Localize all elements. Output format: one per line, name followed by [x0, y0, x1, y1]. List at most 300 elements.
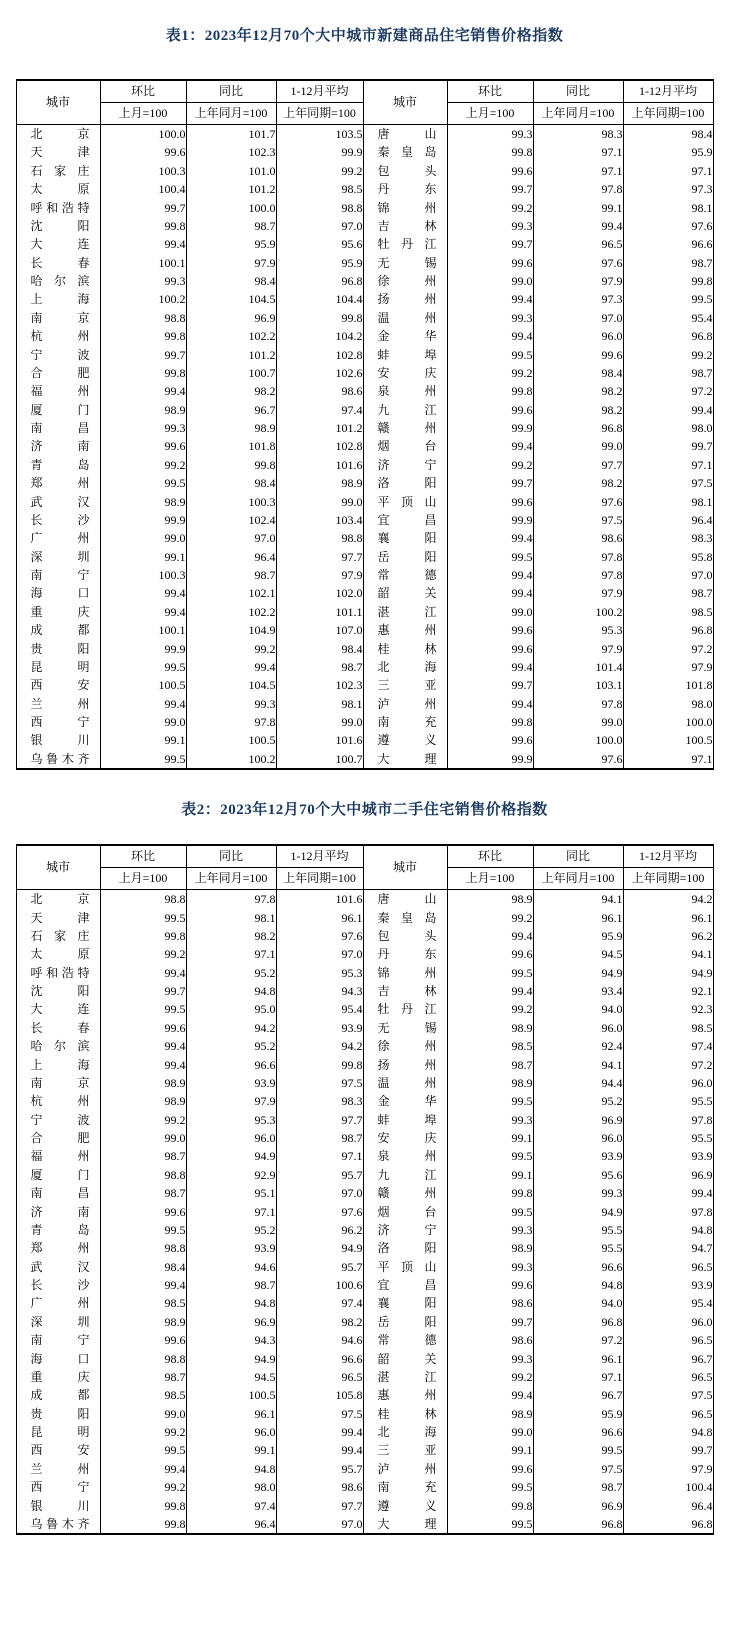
index-value-cell: 95.5 [533, 1221, 623, 1239]
table-row [16, 180, 713, 198]
city-cell [16, 1019, 100, 1037]
index-value-cell: 99.9 [276, 143, 363, 161]
city-name: 扬州 [377, 1057, 437, 1072]
city-cell [363, 529, 447, 547]
index-value-cell: 96.6 [533, 1423, 623, 1441]
index-value-cell: 94.1 [623, 945, 713, 963]
index-value-cell: 98.7 [623, 364, 713, 382]
table-row [16, 1331, 713, 1349]
index-value-cell: 94.8 [186, 1294, 276, 1312]
table-row [16, 1497, 713, 1515]
table-row [16, 1092, 713, 1110]
city-cell [363, 1239, 447, 1257]
index-value-cell: 98.0 [623, 695, 713, 713]
index-value-cell: 99.9 [100, 640, 186, 658]
index-value-cell: 99.8 [100, 1497, 186, 1515]
col-subheader-mom-base: 上月=100 [100, 868, 186, 890]
city-name: 湛江 [377, 604, 437, 619]
index-value-cell: 100.7 [186, 364, 276, 382]
city-name: 襄阳 [377, 531, 437, 546]
index-value-cell: 98.6 [276, 382, 363, 400]
index-value-cell: 99.8 [100, 1515, 186, 1534]
city-cell [16, 143, 100, 161]
city-cell [16, 456, 100, 474]
col-subheader-mom-base: 上月=100 [100, 103, 186, 125]
index-value-cell: 97.7 [533, 456, 623, 474]
city-name: 南充 [377, 1480, 437, 1495]
city-name: 天津 [30, 910, 90, 925]
city-name: 赣州 [377, 1186, 437, 1201]
city-name: 南宁 [30, 568, 90, 582]
table-row [16, 1147, 713, 1165]
index-value-cell: 98.9 [447, 1019, 533, 1037]
city-cell [16, 603, 100, 621]
col-subheader-avg-base: 上年同期=100 [276, 868, 363, 890]
city-name: 西宁 [30, 715, 90, 729]
index-value-cell: 92.1 [623, 982, 713, 1000]
index-value-cell: 97.6 [533, 254, 623, 272]
index-value-cell: 99.8 [447, 1184, 533, 1202]
index-value-cell: 100.0 [100, 125, 186, 144]
index-value-cell: 99.0 [100, 1405, 186, 1423]
index-value-cell: 93.4 [533, 982, 623, 1000]
index-value-cell: 99.2 [447, 909, 533, 927]
col-header-avg: 1-12月平均 [623, 80, 713, 103]
index-value-cell: 100.3 [100, 566, 186, 584]
city-name: 三亚 [377, 678, 437, 693]
city-cell [363, 309, 447, 327]
index-value-cell: 94.6 [186, 1258, 276, 1276]
city-name: 包头 [377, 928, 437, 943]
city-name: 秦皇岛 [377, 910, 437, 925]
index-value-cell: 98.8 [100, 890, 186, 909]
index-value-cell: 98.3 [623, 529, 713, 547]
index-value-cell: 98.9 [100, 1092, 186, 1110]
index-value-cell: 95.2 [186, 1221, 276, 1239]
index-value-cell: 94.2 [623, 890, 713, 909]
index-value-cell: 99.6 [100, 143, 186, 161]
city-cell [363, 401, 447, 419]
city-cell [16, 309, 100, 327]
city-cell [363, 676, 447, 694]
city-name: 常德 [377, 568, 437, 582]
index-value-cell: 105.8 [276, 1386, 363, 1404]
index-value-cell: 99.4 [447, 566, 533, 584]
city-cell [363, 1074, 447, 1092]
index-value-cell: 97.6 [533, 750, 623, 769]
city-name: 蚌埠 [377, 1112, 437, 1127]
index-value-cell: 99.2 [186, 640, 276, 658]
city-cell [16, 1313, 100, 1331]
index-value-cell: 97.8 [623, 1111, 713, 1129]
col-header-avg: 1-12月平均 [276, 845, 363, 868]
city-name: 广州 [30, 531, 90, 546]
index-value-cell: 99.4 [100, 584, 186, 602]
city-cell [16, 909, 100, 927]
index-value-cell: 99.5 [100, 474, 186, 492]
index-value-cell: 99.5 [100, 1441, 186, 1459]
index-value-cell: 95.9 [623, 143, 713, 161]
index-value-cell: 96.8 [533, 1515, 623, 1534]
index-value-cell: 95.4 [623, 1294, 713, 1312]
city-name: 安庆 [377, 365, 437, 380]
city-cell [16, 890, 100, 909]
index-value-cell: 97.5 [623, 1386, 713, 1404]
table-row [16, 254, 713, 272]
index-value-cell: 97.6 [276, 1203, 363, 1221]
index-value-cell: 101.4 [533, 658, 623, 676]
index-value-cell: 94.2 [276, 1037, 363, 1055]
index-value-cell: 94.3 [186, 1331, 276, 1349]
city-name: 蚌埠 [377, 347, 437, 362]
index-value-cell: 96.6 [623, 235, 713, 253]
index-value-cell: 99.4 [100, 1460, 186, 1478]
index-value-cell: 99.9 [447, 750, 533, 769]
city-name: 北京 [30, 892, 90, 907]
city-name: 岳阳 [377, 549, 437, 564]
city-name: 吉林 [377, 984, 437, 998]
index-value-cell: 104.5 [186, 290, 276, 308]
city-cell [363, 1313, 447, 1331]
index-value-cell: 99.2 [623, 346, 713, 364]
col-subheader-avg-base: 上年同期=100 [623, 868, 713, 890]
index-value-cell: 94.7 [623, 1239, 713, 1257]
index-value-cell: 96.5 [623, 1258, 713, 1276]
city-name: 徐州 [377, 1039, 437, 1054]
index-value-cell: 95.7 [276, 1166, 363, 1184]
index-value-cell: 96.7 [623, 1350, 713, 1368]
col-header-avg: 1-12月平均 [623, 845, 713, 868]
city-cell [16, 1294, 100, 1312]
city-name: 宜昌 [377, 1278, 437, 1292]
index-value-cell: 98.9 [186, 419, 276, 437]
index-value-cell: 100.0 [533, 731, 623, 749]
index-value-cell: 98.7 [623, 254, 713, 272]
index-value-cell: 95.6 [533, 1166, 623, 1184]
table-row [16, 695, 713, 713]
city-cell [16, 474, 100, 492]
table-row [16, 1056, 713, 1074]
table-row [16, 511, 713, 529]
index-value-cell: 102.2 [186, 327, 276, 345]
city-name: 丹东 [377, 182, 437, 197]
index-value-cell: 97.3 [533, 290, 623, 308]
city-name: 宁波 [30, 347, 90, 362]
index-value-cell: 99.9 [447, 511, 533, 529]
city-name: 韶关 [377, 1351, 437, 1366]
city-name: 锦州 [377, 965, 437, 980]
index-value-cell: 96.5 [276, 1368, 363, 1386]
city-cell [16, 437, 100, 455]
city-name: 昆明 [30, 1425, 90, 1439]
city-name: 武汉 [30, 1259, 90, 1274]
index-value-cell: 94.2 [186, 1019, 276, 1037]
table-row [16, 713, 713, 731]
index-value-cell: 104.5 [186, 676, 276, 694]
index-value-cell: 99.6 [447, 1460, 533, 1478]
index-value-cell: 98.2 [186, 927, 276, 945]
index-value-cell: 99.8 [447, 382, 533, 400]
city-cell [16, 272, 100, 290]
city-cell [16, 180, 100, 198]
index-value-cell: 94.9 [276, 1239, 363, 1257]
index-value-cell: 99.7 [100, 199, 186, 217]
index-value-cell: 99.5 [447, 346, 533, 364]
index-value-cell: 97.8 [623, 1203, 713, 1221]
index-value-cell: 99.4 [533, 217, 623, 235]
index-value-cell: 99.8 [100, 327, 186, 345]
table-row [16, 1313, 713, 1331]
table-row [16, 1037, 713, 1055]
index-value-cell: 97.1 [533, 143, 623, 161]
city-cell [363, 621, 447, 639]
city-name: 杭州 [30, 1094, 90, 1109]
index-value-cell: 96.8 [623, 327, 713, 345]
index-value-cell: 95.7 [276, 1460, 363, 1478]
index-value-cell: 99.2 [447, 1368, 533, 1386]
index-value-cell: 94.0 [533, 1000, 623, 1018]
city-cell [16, 1515, 100, 1534]
city-cell [16, 1423, 100, 1441]
col-header-mom: 环比 [447, 845, 533, 868]
index-value-cell: 100.1 [100, 621, 186, 639]
index-value-cell: 99.6 [100, 1019, 186, 1037]
city-name: 南京 [30, 1075, 90, 1090]
index-value-cell: 98.4 [100, 1258, 186, 1276]
city-cell [363, 658, 447, 676]
city-name: 成都 [30, 623, 90, 638]
index-value-cell: 104.4 [276, 290, 363, 308]
index-value-cell: 101.2 [276, 419, 363, 437]
index-value-cell: 99.5 [447, 1478, 533, 1496]
city-name: 西安 [30, 1443, 90, 1458]
city-cell [363, 713, 447, 731]
index-value-cell: 98.5 [100, 1294, 186, 1312]
col-subheader-yoy-base: 上年同月=100 [533, 868, 623, 890]
index-value-cell: 94.5 [186, 1368, 276, 1386]
index-value-cell: 99.4 [447, 584, 533, 602]
table-row [16, 217, 713, 235]
city-name: 安庆 [377, 1131, 437, 1145]
table-row [16, 1294, 713, 1312]
city-cell [16, 1166, 100, 1184]
city-name: 牡丹江 [377, 1002, 437, 1017]
city-cell [16, 695, 100, 713]
city-cell [16, 1147, 100, 1165]
index-value-cell: 99.1 [186, 1441, 276, 1459]
table-row [16, 437, 713, 455]
table-row [16, 125, 713, 144]
table-row [16, 750, 713, 769]
city-name: 长沙 [30, 512, 90, 527]
col-subheader-avg-base: 上年同期=100 [276, 103, 363, 125]
table-row [16, 621, 713, 639]
index-value-cell: 98.9 [100, 1313, 186, 1331]
city-name: 兰州 [30, 1461, 90, 1476]
table-header [16, 80, 713, 125]
index-value-cell: 99.5 [447, 1515, 533, 1534]
index-value-cell: 98.2 [533, 382, 623, 400]
city-cell [363, 1184, 447, 1202]
index-value-cell: 104.2 [276, 327, 363, 345]
index-value-cell: 99.4 [100, 603, 186, 621]
table-row [16, 1000, 713, 1018]
city-name: 泸州 [377, 1461, 437, 1476]
city-cell [16, 1221, 100, 1239]
city-name: 济南 [30, 1204, 90, 1219]
index-value-cell: 102.3 [276, 676, 363, 694]
index-value-cell: 100.3 [100, 162, 186, 180]
index-value-cell: 98.6 [447, 1294, 533, 1312]
city-cell [363, 364, 447, 382]
index-value-cell: 98.4 [623, 125, 713, 144]
city-name: 长沙 [30, 1278, 90, 1292]
table-row [16, 143, 713, 161]
table-row [16, 382, 713, 400]
index-value-cell: 99.0 [447, 1423, 533, 1441]
index-value-cell: 98.8 [276, 529, 363, 547]
index-value-cell: 97.1 [623, 456, 713, 474]
city-cell [16, 1111, 100, 1129]
index-value-cell: 99.4 [447, 327, 533, 345]
index-value-cell: 97.9 [533, 272, 623, 290]
city-cell [16, 1239, 100, 1257]
city-name: 哈尔滨 [30, 1039, 90, 1054]
index-value-cell: 94.9 [533, 964, 623, 982]
city-name: 大理 [377, 751, 437, 766]
table-row [16, 658, 713, 676]
index-value-cell: 97.2 [533, 1331, 623, 1349]
city-cell [363, 1386, 447, 1404]
index-value-cell: 99.8 [447, 1497, 533, 1515]
city-cell [16, 1129, 100, 1147]
table-row [16, 493, 713, 511]
index-value-cell: 96.0 [186, 1423, 276, 1441]
table-row [16, 1074, 713, 1092]
index-value-cell: 96.1 [623, 909, 713, 927]
index-value-cell: 96.0 [533, 1019, 623, 1037]
index-value-cell: 99.7 [100, 982, 186, 1000]
city-cell [16, 982, 100, 1000]
index-value-cell: 98.2 [533, 401, 623, 419]
index-value-cell: 95.3 [533, 621, 623, 639]
table-row [16, 1129, 713, 1147]
city-cell [363, 254, 447, 272]
index-value-cell: 99.5 [447, 964, 533, 982]
city-name: 九江 [377, 402, 437, 417]
index-value-cell: 100.5 [186, 1386, 276, 1404]
index-value-cell: 98.7 [276, 1129, 363, 1147]
index-value-cell: 99.4 [100, 235, 186, 253]
city-cell [363, 603, 447, 621]
index-value-cell: 97.0 [276, 217, 363, 235]
index-value-cell: 98.2 [276, 1313, 363, 1331]
city-name: 上海 [30, 1057, 90, 1072]
index-value-cell: 97.8 [186, 713, 276, 731]
city-name: 深圳 [30, 1314, 90, 1329]
city-name: 呼和浩特 [30, 200, 90, 215]
city-cell [363, 1129, 447, 1147]
index-value-cell: 99.4 [100, 695, 186, 713]
city-name: 兰州 [30, 696, 90, 711]
index-value-cell: 94.8 [533, 1276, 623, 1294]
index-value-cell: 99.1 [100, 548, 186, 566]
index-value-cell: 97.9 [533, 640, 623, 658]
city-cell [363, 437, 447, 455]
index-value-cell: 96.6 [276, 1350, 363, 1368]
index-value-cell: 99.5 [447, 1147, 533, 1165]
city-cell [16, 1203, 100, 1221]
city-cell [363, 584, 447, 602]
index-value-cell: 99.4 [623, 1184, 713, 1202]
city-name: 郑州 [30, 476, 90, 491]
index-value-cell: 99.6 [447, 1276, 533, 1294]
index-value-cell: 97.0 [186, 529, 276, 547]
index-value-cell: 94.8 [186, 982, 276, 1000]
table-row [16, 1460, 713, 1478]
city-name: 海口 [30, 1351, 90, 1366]
city-name: 青岛 [30, 457, 90, 472]
table-row [16, 1441, 713, 1459]
city-cell [363, 1441, 447, 1459]
city-name: 南昌 [30, 421, 90, 435]
index-value-cell: 101.8 [623, 676, 713, 694]
city-cell [363, 1478, 447, 1496]
table-row [16, 731, 713, 749]
index-value-cell: 101.6 [276, 456, 363, 474]
index-value-cell: 94.5 [533, 945, 623, 963]
index-value-cell: 96.2 [276, 1221, 363, 1239]
city-name: 天津 [30, 145, 90, 160]
spacer [0, 46, 729, 79]
city-cell [363, 1276, 447, 1294]
index-value-cell: 99.6 [447, 493, 533, 511]
index-value-cell: 98.8 [100, 1239, 186, 1257]
index-value-cell: 99.4 [447, 437, 533, 455]
index-value-cell: 99.3 [186, 695, 276, 713]
city-name: 韶关 [377, 586, 437, 601]
table-row [16, 1111, 713, 1129]
index-value-cell: 99.4 [447, 695, 533, 713]
city-cell [363, 566, 447, 584]
city-name: 北海 [377, 1425, 437, 1439]
index-value-cell: 101.2 [186, 346, 276, 364]
index-value-cell: 97.9 [533, 584, 623, 602]
city-cell [363, 290, 447, 308]
index-value-cell: 99.3 [447, 309, 533, 327]
city-cell [363, 927, 447, 945]
index-value-cell: 98.3 [276, 1092, 363, 1110]
index-value-cell: 96.9 [533, 1497, 623, 1515]
table-row [16, 346, 713, 364]
index-value-cell: 97.1 [623, 162, 713, 180]
city-name: 南京 [30, 310, 90, 325]
index-value-cell: 96.5 [623, 1368, 713, 1386]
city-cell [16, 401, 100, 419]
index-value-cell: 99.8 [186, 456, 276, 474]
col-header-yoy: 同比 [186, 80, 276, 103]
city-cell [363, 750, 447, 769]
col-header-city: 城市 [363, 80, 447, 125]
city-name: 泉州 [377, 1149, 437, 1164]
city-name: 济宁 [377, 1222, 437, 1237]
city-cell [363, 143, 447, 161]
index-value-cell: 98.0 [623, 419, 713, 437]
city-cell [16, 217, 100, 235]
index-value-cell: 99.5 [100, 1000, 186, 1018]
city-cell [16, 964, 100, 982]
col-subheader-avg-base: 上年同期=100 [623, 103, 713, 125]
